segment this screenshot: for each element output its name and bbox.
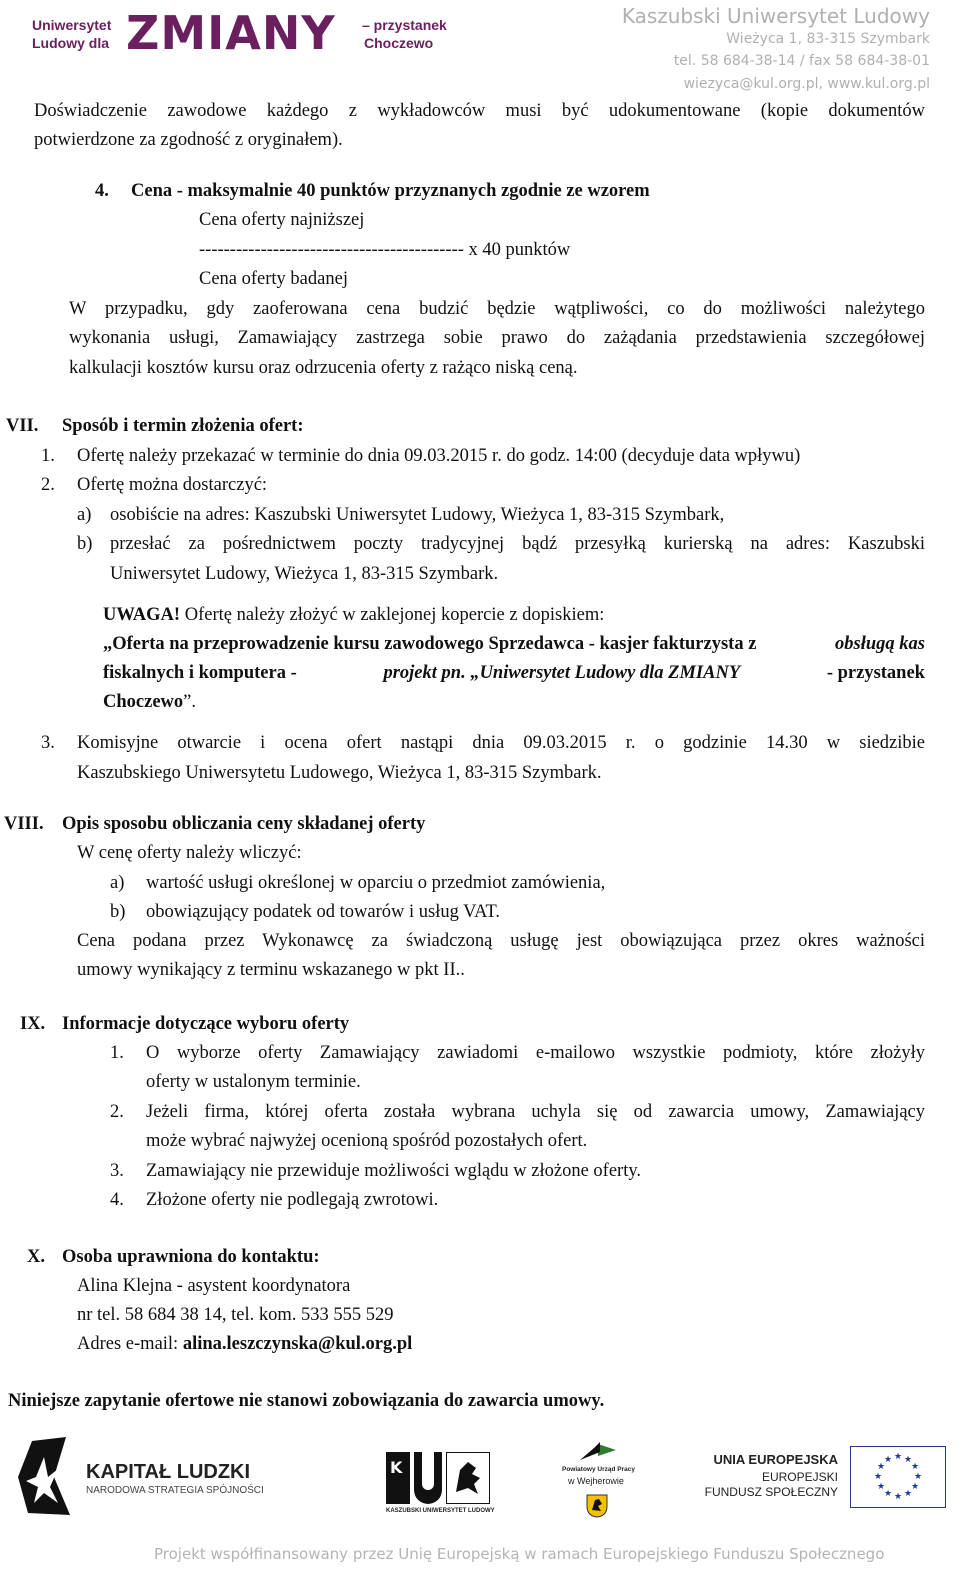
org-address: Wieżyca 1, 83-315 Szymbark — [726, 31, 930, 47]
price-paragraph-1: W przypadku, gdy zaoferowana cena budzić będzie wątpliwości, co do możliwości należytego — [69, 299, 925, 319]
griffin-icon — [446, 1452, 490, 1504]
quote-line-3 — [103, 690, 196, 714]
svg-text:★: ★ — [903, 1489, 913, 1499]
uwaga-text: Ofertę należy złożyć w zaklejonej kopercie z dopiskiem: — [184, 605, 605, 625]
quote-line-1 — [103, 632, 925, 656]
logo-right-line1: – przystanek — [362, 17, 447, 33]
contact-email-row — [77, 1332, 412, 1356]
s9-title: Informacje dotyczące wyboru oferty — [62, 1014, 350, 1034]
pup-logo — [562, 1440, 635, 1522]
org-web: wiezyca@kul.org.pl, www.kul.org.pl — [683, 76, 930, 92]
s8-b-marker: b) — [110, 902, 126, 922]
pup-line-2: w Wejherowie — [568, 1476, 624, 1486]
contact-phone: nr tel. 58 684 38 14, tel. kom. 533 555 529 — [77, 1305, 394, 1325]
s8-number: VIII. — [4, 814, 44, 834]
kul-caption: KASZUBSKI UNIWERSYTET LUDOWY — [386, 1508, 495, 1514]
s7-uwaga — [103, 603, 604, 627]
wejherowo-coat-of-arms-icon — [586, 1494, 608, 1518]
svg-text:★: ★ — [913, 1472, 923, 1482]
eu-line-3: FUNDUSZ SPOŁECZNY — [704, 1485, 838, 1499]
svg-text:★: ★ — [903, 1455, 913, 1465]
logo-left-line1: Uniwersytet — [32, 17, 112, 33]
kul-logo — [386, 1452, 494, 1518]
s10-number: X. — [27, 1247, 45, 1267]
s10-title: Osoba uprawniona do kontaktu: — [62, 1247, 320, 1267]
quote-line-2-c: - przystanek — [826, 663, 925, 683]
quote-line-2-a: fiskalnych i komputera - — [103, 663, 297, 683]
s7-item1-number: 1. — [41, 446, 55, 466]
s9-item2-number: 2. — [110, 1102, 124, 1122]
header-logo-right — [362, 16, 447, 52]
uwaga-label: UWAGA! — [103, 605, 181, 625]
s9-item1-line-2: oferty w ustalonym terminie. — [146, 1072, 361, 1092]
s8-title: Opis sposobu obliczania ceny składanej oferty — [62, 814, 426, 834]
s9-item4: Złożone oferty nie podlegają zwrotowi. — [146, 1190, 439, 1210]
price-numerator: Cena oferty najniższej — [199, 210, 365, 230]
svg-text:★: ★ — [910, 1462, 920, 1472]
s8-intro: W cenę oferty należy wliczyć: — [77, 843, 302, 863]
s9-item2-line-2: może wybrać najwyżej ocenioną spośród pozostałych ofert. — [146, 1131, 588, 1151]
s8-a-text: wartość usługi określonej w oparciu o przedmiot zamówienia, — [146, 873, 606, 893]
s9-item4-number: 4. — [110, 1190, 124, 1210]
logo-left-line2: Ludowy dla — [32, 35, 109, 51]
kapital-ludzki-emblem-icon — [14, 1437, 70, 1517]
svg-text:★: ★ — [876, 1482, 886, 1492]
s7-title: Sposób i termin złożenia ofert: — [62, 416, 304, 436]
contact-email-label: Adres e-mail: — [77, 1334, 179, 1354]
s8-a-marker: a) — [110, 873, 125, 893]
kl-subtitle: NARODOWA STRATEGIA SPÓJNOŚCI — [86, 1485, 264, 1496]
price-paragraph-3: kalkulacji kosztów kursu oraz odrzucenia oferty z rażąco niską ceną. — [69, 358, 578, 378]
eu-title: UNIA EUROPEJSKA — [713, 1452, 838, 1467]
s7-item2-number: 2. — [41, 475, 55, 495]
s7-b-marker: b) — [77, 534, 93, 554]
quote-line-2 — [103, 661, 925, 685]
eu-flag — [850, 1446, 946, 1508]
cofinancing-note: Projekt współfinansowany przez Unię Europejską w ramach Europejskiego Funduszu Społecznego — [154, 1545, 885, 1563]
s7-item3-number: 3. — [41, 733, 55, 753]
logo-zmiany: ZMIANY — [126, 6, 336, 60]
s7-item2: Ofertę można dostarczyć: — [77, 475, 268, 495]
intro-line-1: Doświadczenie zawodowe każdego z wykładowców musi być udokumentowane (kopie dokumentów — [34, 101, 925, 121]
svg-text:★: ★ — [910, 1482, 920, 1492]
price-denominator: Cena oferty badanej — [199, 269, 348, 289]
svg-text:★: ★ — [876, 1462, 886, 1472]
closing-statement: Niniejsze zapytanie ofertowe nie stanowi zobowiązania do zawarcia umowy. — [8, 1391, 605, 1411]
s7-a-text: osobiście na adres: Kaszubski Uniwersytet Ludowy, Wieżyca 1, 83-315 Szymbark, — [110, 505, 725, 525]
s9-item3-number: 3. — [110, 1161, 124, 1181]
pup-line-1: Powiatowy Urząd Pracy — [562, 1466, 635, 1473]
kl-title: KAPITAŁ LUDZKI — [86, 1461, 251, 1483]
kapital-ludzki-logo — [14, 1437, 284, 1517]
quote-line-2-b: projekt pn. „Uniwersytet Ludowy dla ZMIANY — [383, 663, 741, 683]
s9-item1-number: 1. — [110, 1043, 124, 1063]
logo-right-line2: Choczewo — [364, 35, 434, 51]
quote-line-3-end: ”. — [183, 692, 196, 712]
s7-a-marker: a) — [77, 505, 92, 525]
kul-k-letter: K — [390, 1458, 403, 1477]
eu-line-2: EUROPEJSKI — [761, 1470, 838, 1484]
s9-number: IX. — [20, 1014, 46, 1034]
pup-arrows-icon — [576, 1440, 616, 1460]
kul-u-inner — [422, 1452, 434, 1490]
intro-line-2: potwierdzone za zgodność z oryginałem). — [34, 130, 343, 150]
quote-line-3-bold: Choczewo — [103, 692, 184, 712]
s7-b-text-2: Uniwersytet Ludowy, Wieżyca 1, 83-315 Szymbark. — [110, 564, 499, 584]
s9-item3: Zamawiający nie przewiduje możliwości wglądu w złożone oferty. — [146, 1161, 642, 1181]
s8-paragraph-2: umowy wynikający z terminu wskazanego w pkt II.. — [77, 960, 465, 980]
s7-b-text-1: przesłać za pośrednictwem poczty tradycyjnej bądź przesyłką kurierską na adres: Kaszubski — [110, 534, 925, 554]
svg-text:★: ★ — [893, 1452, 903, 1462]
quote-line-1-bold: „Oferta na przeprowadzenie kursu zawodowego Sprzedawca - kasjer fakturzysta z — [103, 634, 757, 654]
s8-paragraph-1: Cena podana przez Wykonawcę za świadczoną usługę jest obowiązująca przez okres ważności — [77, 931, 925, 951]
s9-item1-line-1: O wyborze oferty Zamawiający zawiadomi e-mailowo wszystkie podmioty, które złożyły — [146, 1043, 925, 1063]
s8-b-text: obowiązujący podatek od towarów i usług VAT. — [146, 902, 501, 922]
s7-item1: Ofertę należy przekazać w terminie do dnia 09.03.2015 r. do godz. 14:00 (decyduje data wpływu) — [77, 446, 801, 466]
svg-text:★: ★ — [893, 1492, 903, 1502]
price-number: 4. — [95, 181, 109, 201]
eu-stars-icon — [851, 1447, 945, 1507]
s7-number: VII. — [6, 416, 39, 436]
contact-name: Alina Klejna - asystent koordynatora — [77, 1276, 351, 1296]
price-fraction-line: ------------------------------------------- x 40 punktów — [199, 240, 571, 260]
svg-text:★: ★ — [883, 1489, 893, 1499]
quote-line-1-italic: obsługą kas — [835, 634, 925, 654]
s7-item3-line-1: Komisyjne otwarcie i ocena ofert nastąpi dnia 09.03.2015 r. o godzinie 14.30 w siedzibie — [77, 733, 925, 753]
org-name: Kaszubski Uniwersytet Ludowy — [621, 4, 930, 28]
price-paragraph-2: wykonania usługi, Zamawiający zastrzega sobie prawo do zażądania przedstawienia szczegółowej — [69, 328, 925, 348]
header-logo-left — [32, 16, 111, 52]
contact-email-link[interactable]: alina.leszczynska@kul.org.pl — [182, 1334, 413, 1354]
svg-text:★: ★ — [873, 1472, 883, 1482]
price-title: Cena - maksymalnie 40 punktów przyznanych zgodnie ze wzorem — [131, 181, 650, 201]
svg-text:★: ★ — [883, 1455, 893, 1465]
eu-logo — [704, 1446, 948, 1510]
s9-item2-line-1: Jeżeli firma, której oferta została wybrana uchyla się od zawarcia umowy, Zamawiający — [146, 1102, 925, 1122]
org-phone: tel. 58 684-38-14 / fax 58 684-38-01 — [673, 53, 930, 69]
s7-item3-line-2: Kaszubskiego Uniwersytetu Ludowego, Wieżyca 1, 83-315 Szymbark. — [77, 763, 602, 783]
